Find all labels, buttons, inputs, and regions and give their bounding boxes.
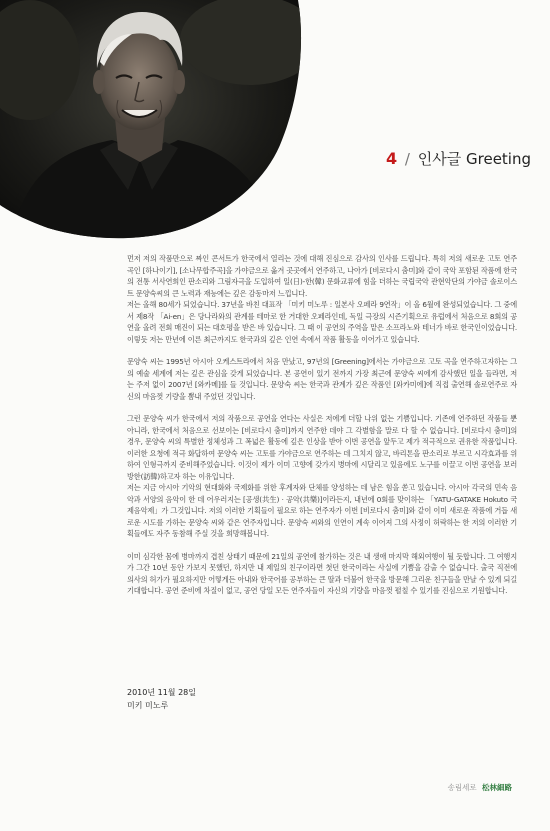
paragraph: 그런 문양숙 씨가 한국에서 저의 작품으로 공연을 연다는 사실은 저에게 더할 나위 없는 기쁨입니다. 기존에 연주하던 작품들 뿐 아니라, 한국에서 처음으로 선보이는 [비로다시 춤미]까지 연주한 데야 그 각별함을 말로 다 할 수 없습니다. [비로다시 춤미]의 경우, 문양숙 씨의 특별한 정체성과 그 폭넓은 활동에 깊은 인상을 받아 이번 공연을 앞두고 제가 적극적으로 권유한 작품입니다. 이러한 요청에 적극 화답하여 문양숙 씨는 고토를 가야금으로 연주하는 데 그치지 않고, 바리톤을 판소리로 부르고 시각효과를 위하여 인형극까지 준비해주었습니다. 이것이 제가 이미 고향에 갖가지 병마에 시달리고 있음에도 노구를 이끌고 이번 공연을 보러 방한(訪韓)하고자 하는 이유입니다. [127,414,517,481]
paragraph: 저는 올해 80세가 되었습니다. 37년을 바친 대표작 「미키 미노루 : 일본사 오페라 9연작」이 올 6월에 완성되었습니다. 그 중에서 제8작 「Ai-en」은 당나라와의 관계를 테마로 한 거대한 오페라인데, 독일 극장의 시즌기획으로 유럽에서 처음으로 8회의 공연을 올려 전회 매진이 되는 대호평을 받은 바 있습니다. 그 때 이 공연의 주역을 맡은 소프라노와 테너가 바로 한국인이었습니다. 이렇듯 저는 만년에 이른 최근까지도 한국과의 깊은 인연 속에서 작품 활동을 이어가고 있습니다. [127,300,517,344]
page-footer [448,782,512,793]
page-heading [386,148,531,169]
paragraph: 이미 심각한 몸에 병마까지 겹친 상태기 때문에 21일의 공연에 참가하는 것은 내 생애 마지막 해외여행이 될 듯합니다. 그 여행지가 그간 10년 동안 가보지 못했던, 하지만 내 제일의 친구이라면 첫던 한국이라는 사실에 기쁨을 감출 수 없습니다. 출국 직전에 의사의 허가가 필요하지만 어떻게든 아내와 한국어를 공부하는 큰 딸과 더불어 한국을 방문해 그리운 친구들을 만날 수 있게 되길 기대합니다. 공연 준비에 차질이 없고, 공연 당일 모든 연주자들이 자신의 기량을 마음껏 펼칠 수 있기를 진심으로 기원합니다. [127,551,517,595]
greeting-body [127,253,517,608]
paragraph: 문양숙 씨는 1995년 아시아 오케스트라에서 처음 만났고, 97년의 [Greening]에서는 가야금으로 고토 곡을 연주하고자하는 그의 예술 세계에 저는 깊은 관심을 갖게 되었습니다. 본 공연이 있기 전까지 가장 최근에 문양숙 씨에게 감사했던 일을 들라면, 저는 주저 없이 2007년 [와카메]를 들 것입니다. 문양숙 씨는 한국과 관계가 깊은 작품인 [와카미에]에 직접 출연해 솔로연주로 자신의 마음껏 기량을 뽐내 주었던 것입니다. [127,357,517,401]
portrait-photo [0,0,310,250]
heading-separator: / [404,150,410,168]
heading-title: 인사글 Greeting [417,150,531,168]
footer-accent: 松林細路 [482,783,512,792]
signature-date: 2010년 11월 28일 [127,688,196,697]
paragraph: 저는 지금 아시아 기악의 현대화와 국제화를 위한 후계자와 단체를 양성하는 데 남은 힘을 쏟고 있습니다. 아시아 각국의 민속 음악과 서양의 음악이 한 데 어우러지는 [공생(共生) · 공악(共樂)]이라든지, 내년에 0회를 맞이하는 「YATU-GATAKE Hokuto 국제음악제」가 그것입니다. 저의 이러한 기획들이 필요로 하는 연주자가 이번 [비로다시 춤미]와 같이 이미 새로운 작품에 거듭 새로운 시도를 가하는 문양숙 씨와 같은 연주자입니다. 문양숙 씨와의 인연이 계속 이어져 그의 사정이 허락하는 한 저의 이러한 기획들에도 자주 동참해 주실 것을 희망해봅니다. [127,483,517,538]
paragraph: 먼저 저의 작품만으로 짜인 콘서트가 한국에서 열리는 것에 대해 진심으로 감사의 인사를 드립니다. 특히 저의 새로운 고토 연주곡인 [하나이기], [소나무합주곡]을 가야금으로 옮겨 곳곳에서 연주하고, 나아가 [비로다시 춤미]와 같이 국악 포함된 작품에 한국의 전통 서사연희인 판소리와 그림자극을 도입하여 일(日)-한(韓) 문화교류에 힘을 더하는 국립국악 관현악단의 가야금 솔로이스트 문양숙씨의 큰 노력과 재능에는 깊은 감동마저 느낍니다. [127,254,517,298]
signature-name: 미키 미노루 [127,701,169,710]
footer-label: 송림세로 [447,783,477,792]
signature [127,686,196,712]
section-number: 4 [386,149,398,168]
